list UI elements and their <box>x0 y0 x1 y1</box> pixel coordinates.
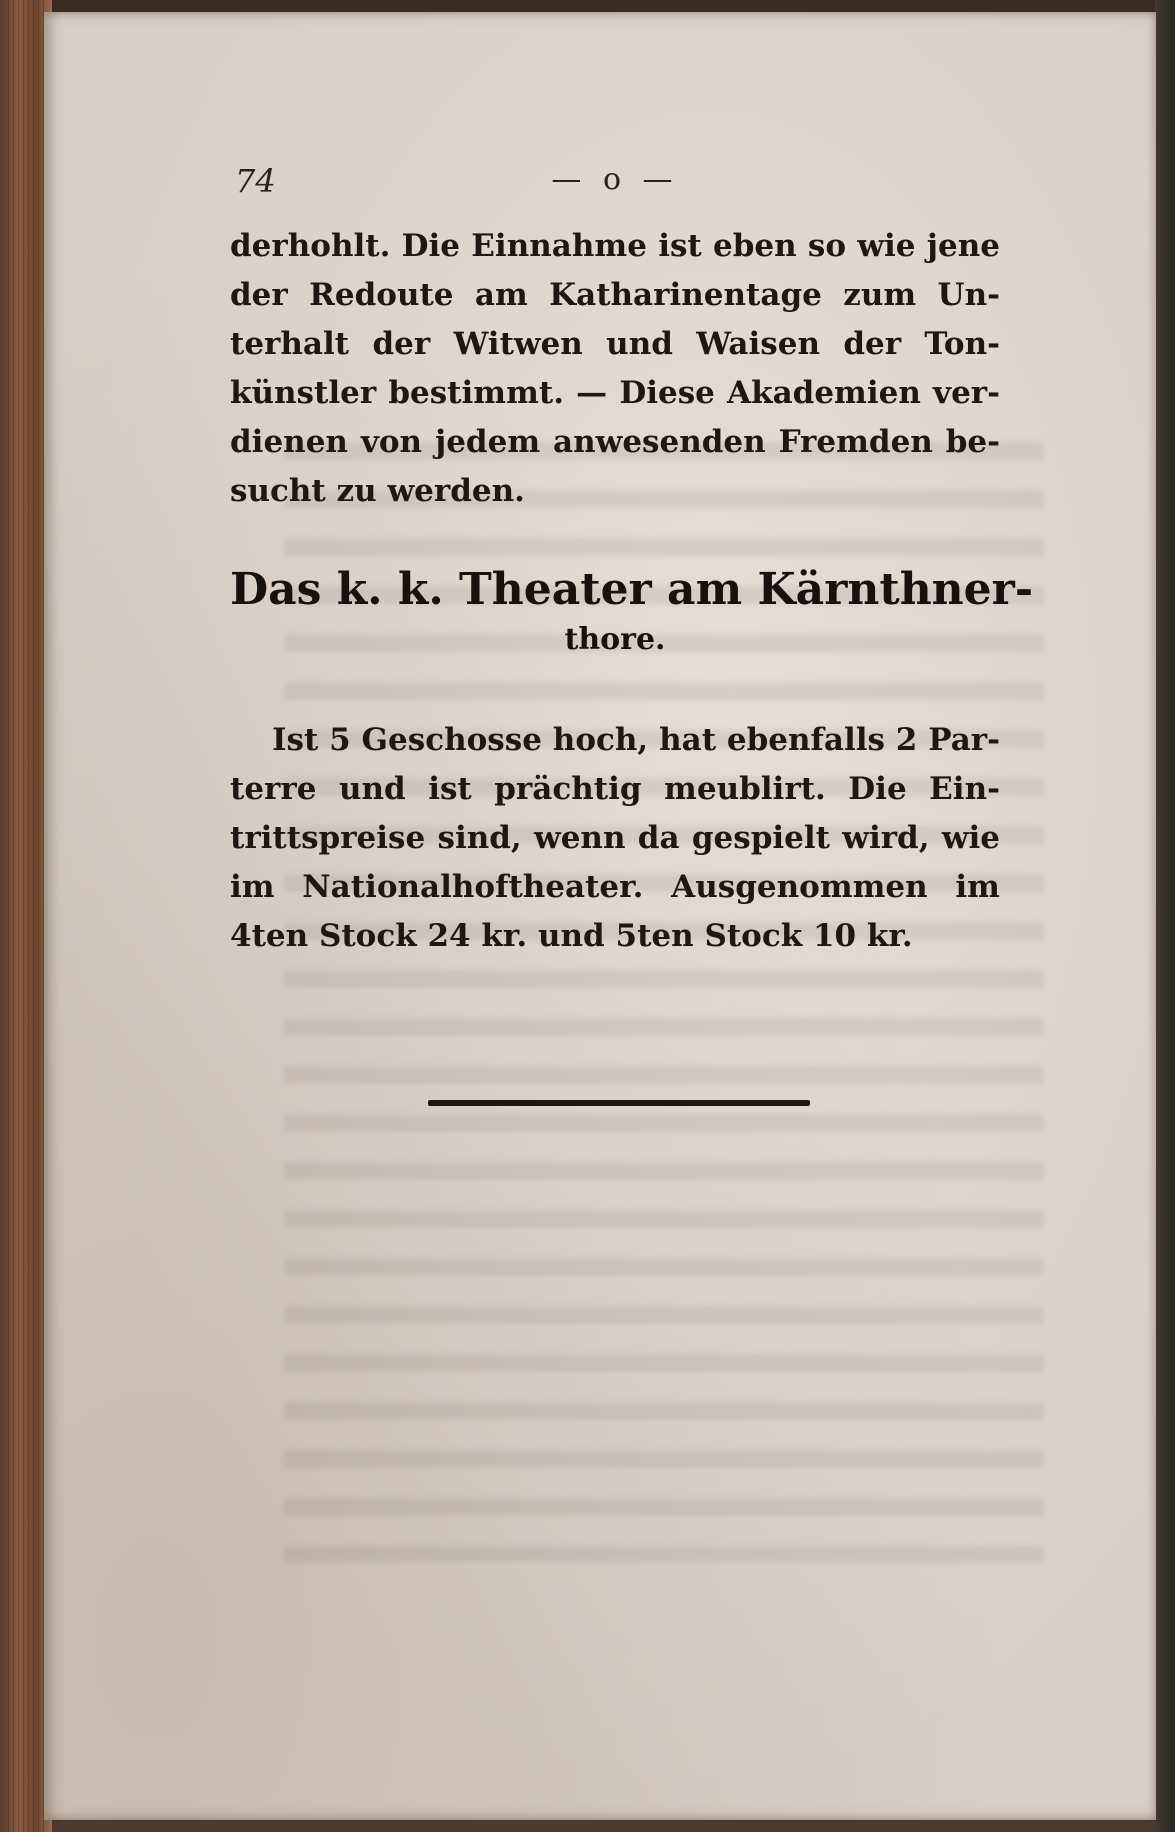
text-line: sucht zu werden. <box>230 473 525 509</box>
paragraph-2 <box>230 716 1000 961</box>
page-header <box>230 162 1010 202</box>
text-line: derhohlt. Die Einnahme ist eben so wie jene <box>230 228 1000 264</box>
text-line: terre und ist prächtig meublirt. Die Ein- <box>230 771 1000 807</box>
heading-line-1: Das k. k. Theater am Kärnthner- <box>230 564 1034 615</box>
text-line: dienen von jedem anwesenden Fremden be- <box>230 424 1000 460</box>
section-heading <box>230 562 1034 662</box>
paragraph-1 <box>230 222 1000 516</box>
text-line: im Nationalhoftheater. Ausgenommen im <box>230 869 1000 905</box>
page-stack-lines <box>8 0 44 1832</box>
text-line: trittspreise sind, wenn da gespielt wird, wie <box>230 820 1000 856</box>
text-line: der Redoute am Katharinentage zum Un- <box>230 277 1000 313</box>
section-divider-rule <box>428 1100 810 1106</box>
page-number: 74 <box>235 162 276 200</box>
heading-line-2: thore. <box>564 622 666 657</box>
header-ornament: — o — <box>551 162 679 197</box>
text-line: terhalt der Witwen und Waisen der Ton- <box>230 326 1000 362</box>
text-line: 4ten Stock 24 kr. und 5ten Stock 10 kr. <box>230 918 913 954</box>
book-right-edge <box>1155 0 1175 1832</box>
text-line: künstler bestimmt. — Diese Akademien ver- <box>230 375 1000 411</box>
text-line: Ist 5 Geschosse hoch, hat ebenfalls 2 Par- <box>272 722 1000 758</box>
